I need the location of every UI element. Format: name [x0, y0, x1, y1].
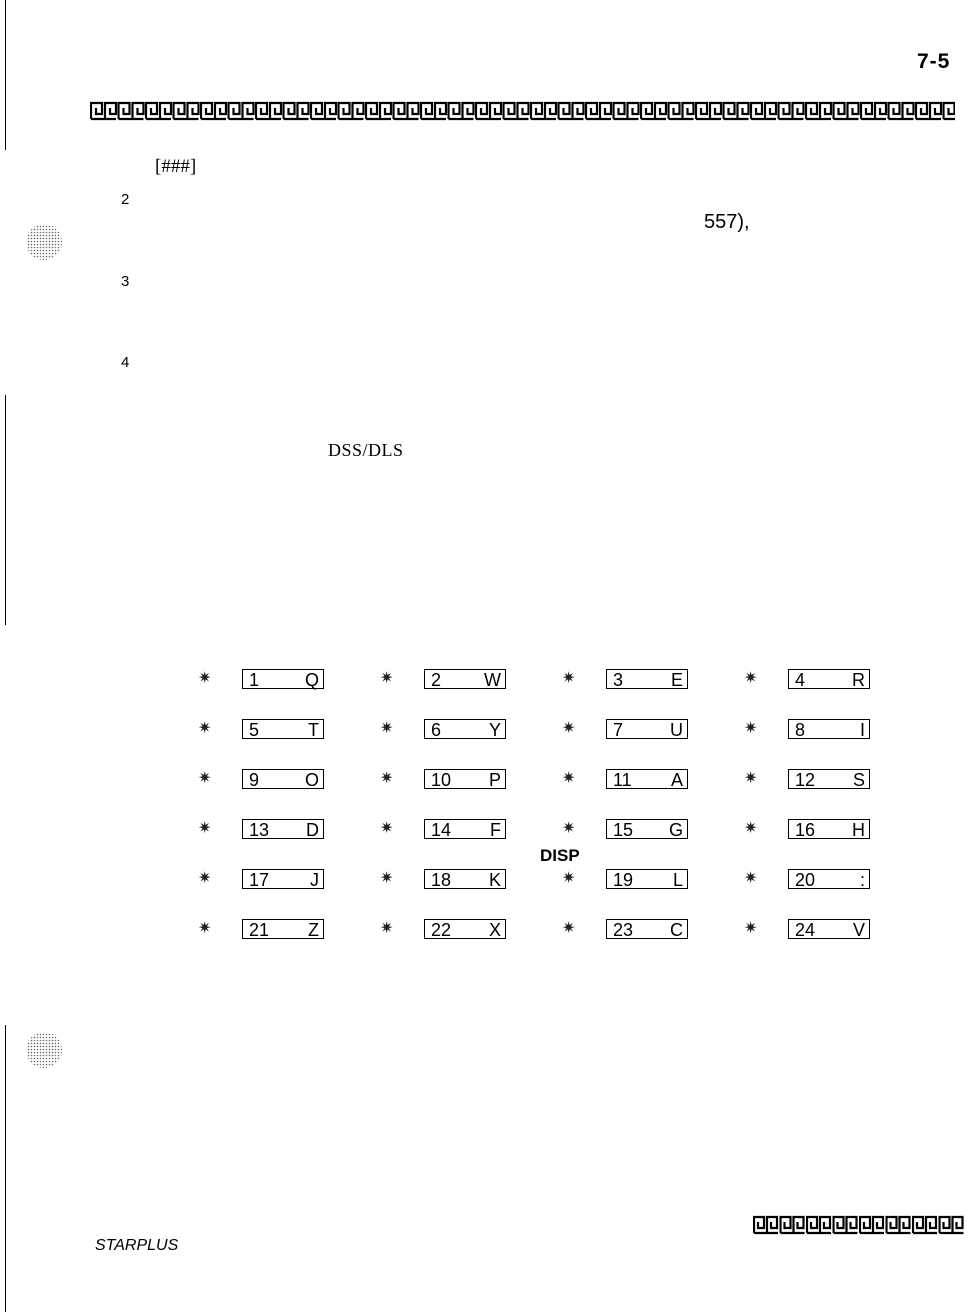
key-number: 13 — [249, 820, 270, 840]
key-number: 2 — [431, 670, 442, 690]
key-label-box — [242, 919, 324, 939]
dss-key — [380, 769, 530, 795]
key-label-box — [606, 919, 688, 939]
key-number: 5 — [249, 720, 260, 740]
key-character: T — [308, 720, 319, 740]
key-label-box — [788, 669, 870, 689]
key-character: Z — [308, 920, 319, 940]
led-indicator-icon: ✷ — [562, 670, 576, 687]
led-indicator-icon: ✷ — [198, 670, 212, 687]
key-character: P — [488, 770, 501, 790]
led-indicator-icon: ✷ — [198, 820, 212, 837]
key-label-box — [242, 719, 324, 739]
dss-dls-label: DSS/DLS — [328, 440, 404, 460]
led-indicator-icon: ✷ — [198, 870, 212, 887]
dss-key — [744, 819, 894, 845]
page-number: 7-5 — [917, 50, 951, 73]
dss-key — [562, 919, 712, 945]
key-number: 18 — [431, 870, 452, 890]
led-indicator-icon: ✷ — [380, 720, 394, 737]
key-label-box — [788, 819, 870, 839]
led-indicator-icon: ✷ — [380, 770, 394, 787]
dss-key — [562, 769, 712, 795]
led-indicator-icon: ✷ — [562, 770, 576, 787]
dss-key — [380, 869, 530, 895]
key-character: U — [670, 720, 683, 740]
step-number: 4 — [121, 354, 130, 371]
key-number: 1 — [249, 670, 260, 690]
led-indicator-icon: ✷ — [198, 920, 212, 937]
dss-key — [198, 919, 348, 945]
disp-label: DISP — [540, 846, 580, 865]
key-label-box — [424, 819, 506, 839]
key-character: D — [306, 820, 319, 840]
key-number: 20 — [795, 870, 816, 890]
text-fragment: 557), — [704, 211, 750, 233]
dss-key — [744, 919, 894, 945]
key-number: 12 — [795, 770, 816, 790]
key-label-box — [788, 769, 870, 789]
key-number: 21 — [249, 920, 270, 940]
dss-key — [198, 669, 348, 695]
key-label-box — [606, 869, 688, 889]
dss-key — [744, 869, 894, 895]
key-character: G — [668, 820, 683, 840]
key-number: 14 — [431, 820, 452, 840]
dss-key — [744, 669, 894, 695]
led-indicator-icon: ✷ — [562, 920, 576, 937]
footer-product-name: STARPLUS — [95, 1237, 179, 1254]
led-indicator-icon: ✷ — [380, 920, 394, 937]
led-indicator-icon: ✷ — [198, 770, 212, 787]
halftone-dot-mark — [24, 1030, 64, 1070]
key-character: I — [859, 720, 865, 740]
key-number: 17 — [249, 870, 270, 890]
key-character: O — [304, 770, 319, 790]
key-character: W — [484, 670, 501, 690]
key-number: 6 — [431, 720, 442, 740]
dss-key — [562, 719, 712, 745]
led-indicator-icon: ✷ — [562, 720, 576, 737]
key-number: 10 — [431, 770, 452, 790]
halftone-dot-mark — [24, 222, 64, 262]
key-label-box — [788, 919, 870, 939]
key-label-box — [788, 719, 870, 739]
led-indicator-icon: ✷ — [380, 870, 394, 887]
key-number: 23 — [613, 920, 634, 940]
key-character: Q — [304, 670, 319, 690]
key-number: 4 — [795, 670, 806, 690]
margin-rule-middle — [5, 395, 6, 625]
dss-key — [198, 869, 348, 895]
key-number: 15 — [613, 820, 634, 840]
led-indicator-icon: ✷ — [562, 820, 576, 837]
dss-key — [744, 719, 894, 745]
led-indicator-icon: ✷ — [744, 920, 758, 937]
key-label-box — [424, 869, 506, 889]
key-number: 24 — [795, 920, 816, 940]
led-indicator-icon: ✷ — [744, 820, 758, 837]
key-label-box — [242, 869, 324, 889]
step-number: 2 — [121, 191, 130, 208]
key-label-box — [424, 769, 506, 789]
key-character: L — [672, 870, 683, 890]
dss-key — [198, 719, 348, 745]
key-character: A — [670, 770, 683, 790]
key-label-box — [424, 719, 506, 739]
led-indicator-icon: ✷ — [380, 670, 394, 687]
key-label-box — [788, 869, 870, 889]
greek-key-border-top — [90, 101, 955, 121]
key-character: C — [670, 920, 683, 940]
led-indicator-icon: ✷ — [744, 870, 758, 887]
key-character: J — [310, 870, 319, 890]
key-character: V — [852, 920, 865, 940]
key-label-box — [606, 669, 688, 689]
dss-key — [562, 869, 712, 895]
dss-key — [198, 819, 348, 845]
led-indicator-icon: ✷ — [744, 720, 758, 737]
dss-key — [380, 919, 530, 945]
key-number: 3 — [613, 670, 624, 690]
key-label-box — [606, 719, 688, 739]
key-character: : — [859, 870, 865, 890]
margin-rule-bottom — [5, 1025, 6, 1312]
key-character: X — [488, 920, 501, 940]
step-number: 3 — [121, 273, 130, 290]
key-number: 7 — [613, 720, 624, 740]
key-character: S — [852, 770, 865, 790]
key-label-box — [242, 769, 324, 789]
led-indicator-icon: ✷ — [198, 720, 212, 737]
key-character: F — [490, 820, 501, 840]
key-label-box — [606, 819, 688, 839]
led-indicator-icon: ✷ — [380, 820, 394, 837]
key-label-box — [606, 769, 688, 789]
key-character: R — [852, 670, 865, 690]
led-indicator-icon: ✷ — [744, 770, 758, 787]
key-character: K — [488, 870, 501, 890]
access-code-placeholder: [###] — [155, 156, 197, 177]
dss-key — [562, 669, 712, 695]
key-label-box — [424, 669, 506, 689]
dss-key — [744, 769, 894, 795]
key-number: 19 — [613, 870, 634, 890]
greek-key-border-bottom — [753, 1215, 965, 1235]
key-character: E — [670, 670, 683, 690]
key-label-box — [242, 669, 324, 689]
key-number: 8 — [795, 720, 806, 740]
key-number: 22 — [431, 920, 452, 940]
key-number: 9 — [249, 770, 260, 790]
led-indicator-icon: ✷ — [562, 870, 576, 887]
key-label-box — [424, 919, 506, 939]
key-character: H — [852, 820, 865, 840]
key-number: 11 — [613, 770, 632, 790]
dss-key — [380, 719, 530, 745]
margin-rule-top — [5, 0, 6, 150]
key-character: Y — [488, 720, 501, 740]
dss-key — [562, 819, 712, 845]
dss-key — [198, 769, 348, 795]
led-indicator-icon: ✷ — [744, 670, 758, 687]
key-label-box — [242, 819, 324, 839]
dss-key — [380, 669, 530, 695]
dss-key — [380, 819, 530, 845]
key-number: 16 — [795, 820, 816, 840]
